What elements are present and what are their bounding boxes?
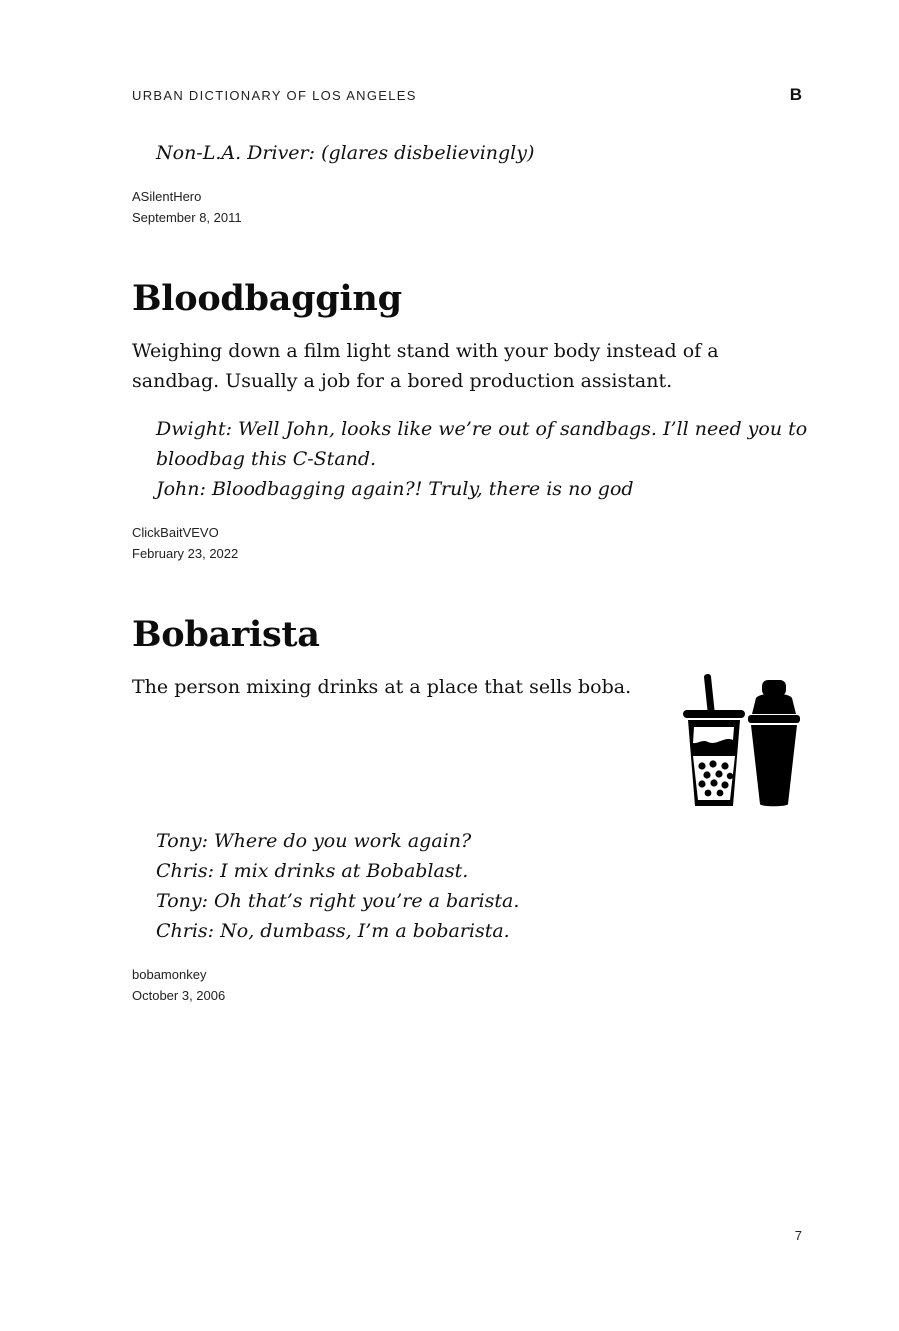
example-line: John: Bloodbagging again?! Truly, there is no god xyxy=(156,478,634,500)
example-line: Chris: I mix drinks at Bobablast. xyxy=(156,860,469,882)
example-line: Tony: Where do you work again? xyxy=(156,830,472,852)
section-letter: B xyxy=(789,85,802,104)
entry-definition: The person mixing drinks at a place that sells boba. xyxy=(132,676,632,698)
boba-drink-and-shaker-icon xyxy=(680,672,804,810)
example-line: bloodbag this C-Stand. xyxy=(156,448,377,470)
entry-example xyxy=(156,414,806,504)
entry-example xyxy=(156,826,806,946)
entry-author: ASilentHero xyxy=(132,189,202,204)
entry-date: September 8, 2011 xyxy=(132,210,242,225)
example-line: Chris: No, dumbass, I’m a bobarista. xyxy=(156,920,510,942)
entry-date: February 23, 2022 xyxy=(132,546,239,561)
entry-term: Bloodbagging xyxy=(132,278,402,319)
entry-author: ClickBaitVEVO xyxy=(132,525,219,540)
entry-example xyxy=(156,138,806,168)
boba-cup-icon xyxy=(683,674,745,806)
entry-meta xyxy=(132,964,225,1006)
cocktail-shaker-icon xyxy=(748,680,800,806)
example-line: Dwight: Well John, looks like we’re out of sandbags. I’ll need you to xyxy=(156,418,808,440)
page-number: 7 xyxy=(794,1228,802,1243)
entry-term: Bobarista xyxy=(132,614,320,655)
entry-author: bobamonkey xyxy=(132,967,207,982)
example-line: Tony: Oh that’s right you’re a barista. xyxy=(156,890,520,912)
entry-meta xyxy=(132,186,242,228)
entry-definition: Weighing down a film light stand with your body instead of a sandbag. Usually a job for a bored production assistant. xyxy=(132,340,719,392)
example-line: Non-L.A. Driver: (glares disbelievingly) xyxy=(156,142,535,164)
running-title: URBAN DICTIONARY OF LOS ANGELES xyxy=(132,88,417,103)
entry-meta xyxy=(132,522,238,564)
entry-date: October 3, 2006 xyxy=(132,988,226,1003)
